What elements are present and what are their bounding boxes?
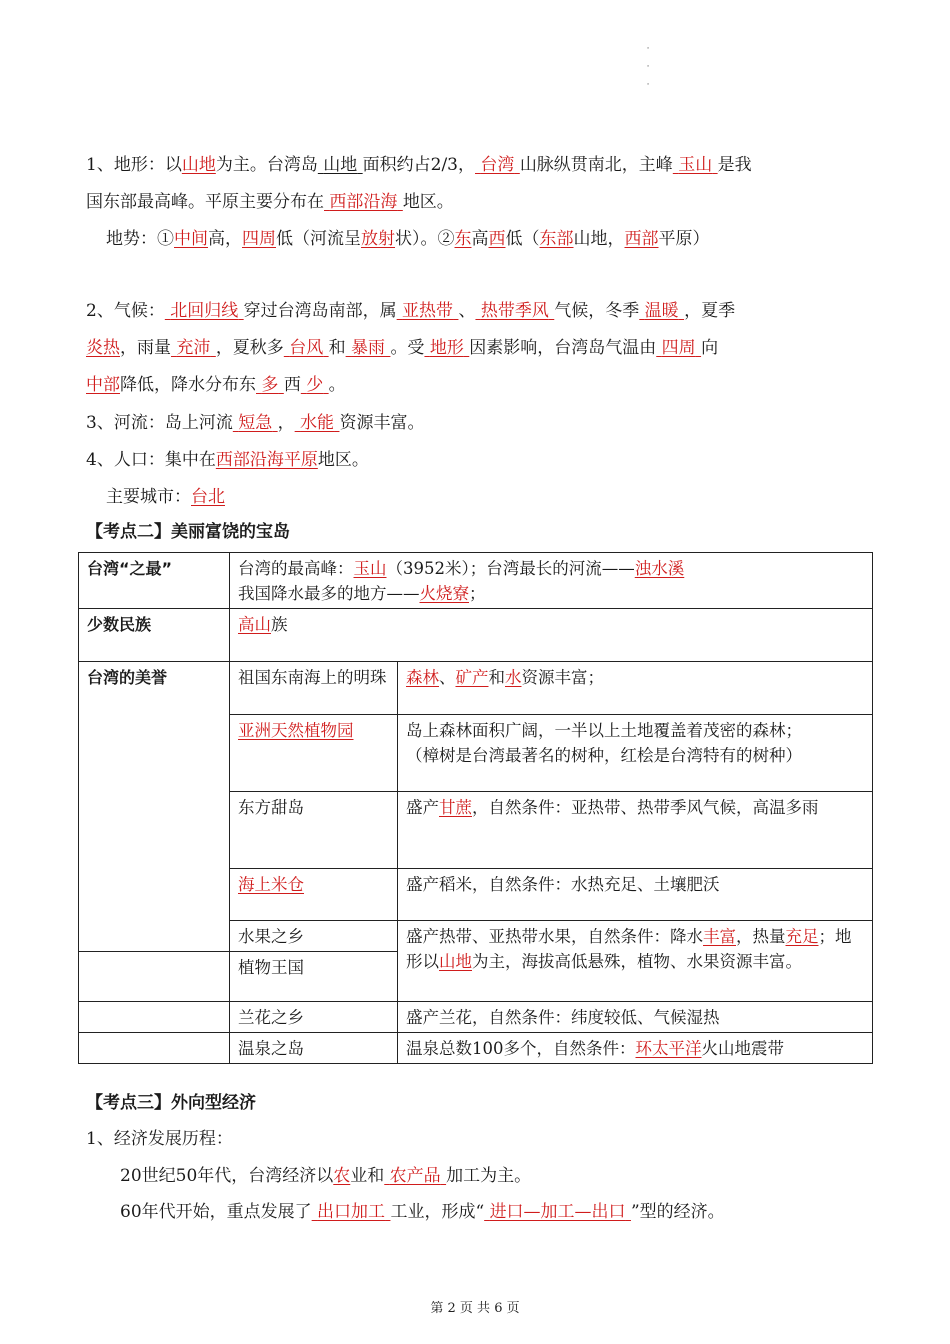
page-footer: 第 2 页 共 6 页 <box>430 1301 520 1316</box>
honor-desc: 温泉总数100多个，自然条件：环太平洋火山地震带 <box>398 1033 873 1064</box>
honor-desc: 森林、矿产和水资源丰富； <box>398 662 873 715</box>
rivers-line: 3、河流：岛上河流 短急 ， 水能 资源丰富。 <box>86 413 425 433</box>
economy-line-2: 20世纪50年代，台湾经济以农业和 农产品 加工为主。 <box>120 1166 532 1186</box>
empty-cell <box>79 952 230 1002</box>
honor-name: 海上米仓 <box>230 869 398 921</box>
empty-cell <box>79 1033 230 1064</box>
row-category: 少数民族 <box>79 609 230 662</box>
honor-desc: 盛产热带、亚热带水果，自然条件：降水丰富，热量充足；地形以山地为主，海拔高低悬殊，植物、水果资源丰富。 <box>398 921 873 1002</box>
table-row <box>79 1002 873 1033</box>
table-row <box>79 609 873 662</box>
economy-line-1: 1、经济发展历程： <box>86 1129 233 1149</box>
honor-desc: 盛产甘蔗，自然条件：亚热带、热带季风气候，高温多雨 <box>398 792 873 869</box>
honor-name: 兰花之乡 <box>230 1002 398 1033</box>
empty-cell <box>79 1002 230 1033</box>
honor-name: 亚洲天然植物园 <box>230 715 398 792</box>
climate-line-1: 2、气候： 北回归线 穿过台湾岛南部，属 亚热带 、 热带季风 气候，冬季 温暖 ，夏季 <box>86 301 736 321</box>
climate-line-3: 中部降低，降水分布东 多 西 少 。 <box>86 375 346 395</box>
honor-name: 植物王国 <box>230 952 398 1002</box>
header-dots: · · · <box>646 44 650 90</box>
terrain-line-1: 1、地形：以山地为主。台湾岛 山地 面积约占2/3， 台湾 山脉纵贯南北，主峰 玉山 是我 <box>86 155 752 175</box>
table-row <box>79 662 873 715</box>
honor-name: 祖国东南海上的明珠 <box>230 662 398 715</box>
row-content: 高山族 <box>230 609 873 662</box>
honor-desc: 盛产兰花，自然条件：纬度较低、气候湿热 <box>398 1002 873 1033</box>
row-category: 台湾的美誉 <box>79 662 230 952</box>
honor-name: 东方甜岛 <box>230 792 398 869</box>
economy-line-3: 60年代开始，重点发展了 出口加工 工业，形成“ 进口—加工—出口 ”型的经济。 <box>120 1202 725 1222</box>
main-city-line: 主要城市：台北 <box>106 487 225 507</box>
terrain-line-3: 地势：①中间高，四周低（河流呈放射状）。②东高西低（东部山地，西部平原） <box>106 229 710 249</box>
honor-name: 温泉之岛 <box>230 1033 398 1064</box>
table-row <box>79 1033 873 1064</box>
row-content: 台湾的最高峰：玉山（3952米）；台湾最长的河流——浊水溪 我国降水最多的地方——火烧寮； <box>230 553 873 609</box>
features-table <box>78 552 873 1064</box>
section-two-heading: 【考点二】美丽富饶的宝岛 <box>86 522 290 542</box>
row-category: 台湾“之最” <box>79 553 230 609</box>
terrain-line-2: 国东部最高峰。平原主要分布在 西部沿海 地区。 <box>86 192 454 212</box>
honor-name: 水果之乡 <box>230 921 398 952</box>
table-row <box>79 553 873 609</box>
section-three-heading: 【考点三】外向型经济 <box>86 1093 256 1113</box>
climate-line-2: 炎热，雨量 充沛 ，夏秋多 台风 和 暴雨 。受 地形 因素影响，台湾岛气温由 四周 向 <box>86 338 719 358</box>
population-line: 4、人口：集中在西部沿海平原地区。 <box>86 450 369 470</box>
honor-desc: 岛上森林面积广阔，一半以上土地覆盖着茂密的森林； （樟树是台湾最著名的树种，红桧是台湾特有的树种） <box>398 715 873 792</box>
honor-desc: 盛产稻米，自然条件：水热充足、土壤肥沃 <box>398 869 873 921</box>
